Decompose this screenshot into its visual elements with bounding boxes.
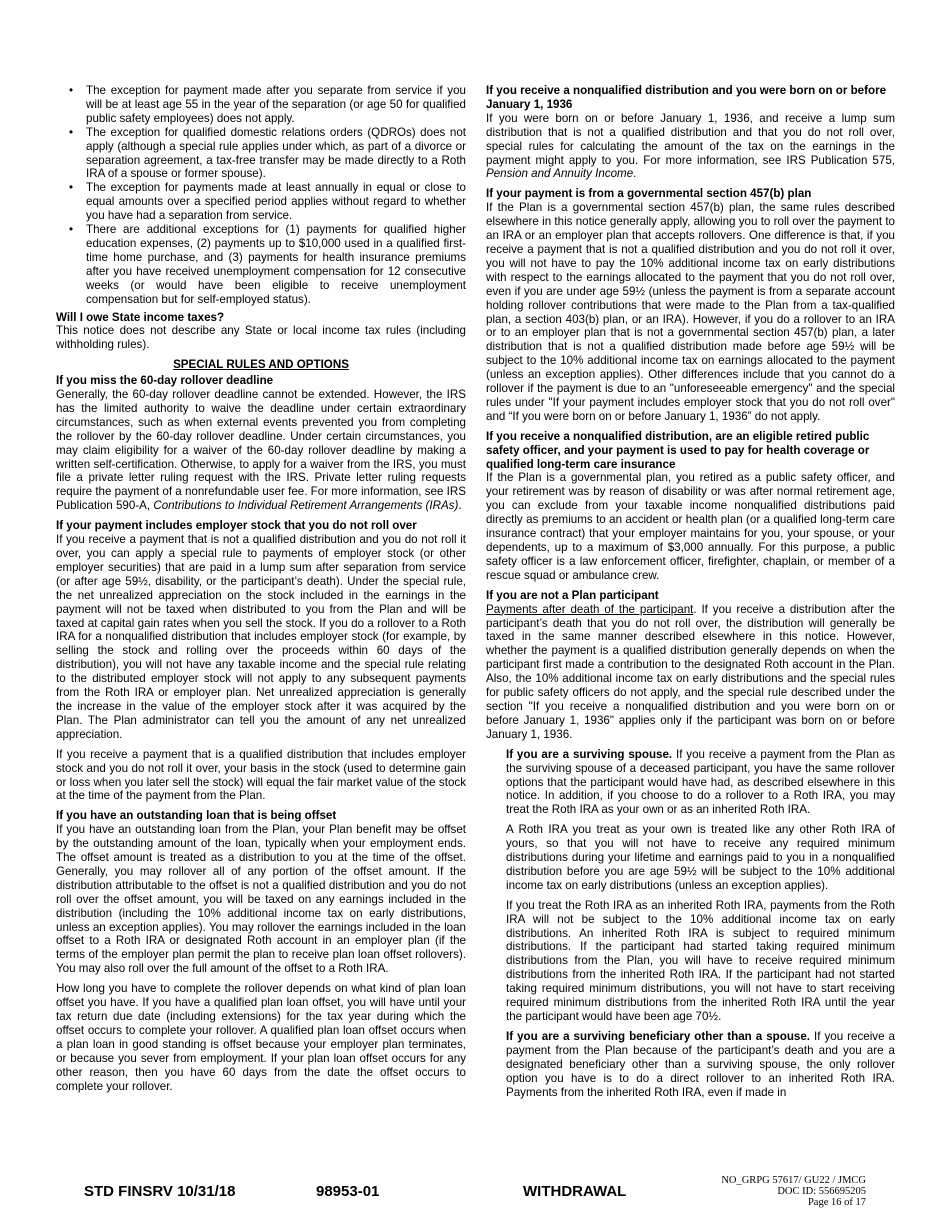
governmental-457b-text: If the Plan is a governmental section 457(b) plan, the same rules described elsewhere in this notice generally apply, allowing you to roll over the payment to an IRA or an employer plan that accepts rollovers. One difference is that, if you receive a payment that is not a qualified distribution and you do not roll it over, you will not have to pay the 10% additional income tax on early distributions with respect to the earnings allocated to the payment that you do not roll over, even if you are under age 59½ (unless the payment is from a separate account holding rollover contributions that were made to the Plan from a tax-qualified plan, a section 403(b) plan, or an IRA). However, if you do a rollover to an IRA or to an employer plan that is not a governmental section 457(b) plan, a later distribution that is not a qualified distribution made before age 59½ will be subject to the 10% additional income tax on earnings allocated to the payment (unless an exception applies). Other differences include that you cannot do a rollover if the payment is due to an "unforeseeable emergency" and the special rules under "If your payment includes employer stock that you do not roll over" and “If you were born on or before January 1, 1936” do not apply.	[486, 201, 895, 423]
loan-offset-text-2: How long you have to complete the rollover depends on what kind of plan loan offset you have. If you have a qualified plan loan offset, you will have until your tax return due date (including extensions) for the tax year during which the offset occurs to complete your rollover. A qualified plan loan offset occurs when a plan loan in good standing is offset because your employer plan terminates, or because you sever from employment. If your plan loan offset occurs for any other reason, then you have 60 days from the date the offset occurs to complete your rollover.	[56, 982, 466, 1093]
public-safety-text: If the Plan is a governmental plan, you retired as a public safety officer, and your retirement was by reason of disability or was after normal retirement age, you can exclude from your taxable income nonqualified distributions paid directly as premiums to an accident or health plan (or a qualified long-term care insurance contract) that your employer maintains for you, your spouse, or your dependents, up to a maximum of $3,000 annually. For this purpose, a public safety officer is a law enforcement officer, firefighter, chaplain, or member of a rescue squad or ambulance crew.	[486, 471, 895, 582]
state-tax-heading: Will I owe State income taxes?	[56, 310, 225, 324]
exception-bullet-list	[56, 84, 466, 307]
special-rules-title: SPECIAL RULES AND OPTIONS	[173, 358, 349, 372]
list-item: • There are additional exceptions for (1) payments for qualified higher education expenses, (2) payments up to $10,000 used in a qualified first-time home purchase, and (3) payments for health insurance premiums after you have received unemployment compensation for 12 consecutive weeks (or would have been eligible to receive unemployment compensation but for self-employed status).	[86, 223, 466, 306]
surviving-spouse-text: If you are a surviving spouse. If you receive a payment from the Plan as the surviving spouse of a deceased participant, you have the same rollover options that the participant would have had, as described elsewhere in this notice. In addition, if you choose to do a rollover to a Roth IRA, you may treat the Roth IRA as your own or as an inherited Roth IRA.	[506, 747, 895, 817]
employer-stock-heading: If your payment includes employer stock that you do not roll over	[56, 519, 417, 533]
non-spouse-beneficiary-text: If you are a surviving beneficiary other than a spouse. If you receive a payment from the Plan because of the participant’s death and you are a designated beneficiary other than a surviving spouse, the only rollover option you have is to do a direct rollover to an inherited Roth IRA. Payments from the inherited Roth IRA, even if made in	[506, 1029, 895, 1099]
not-participant-text: Payments after death of the participant. If you receive a distribution after the participant’s death that you do not roll over, the distribution will generally be taxed in the same manner described elsewhere in this notice. However, whether the payment is a qualified distribution generally depends on when the participant first made a contribution to the designated Roth account in the Plan. Also, the 10% additional income tax on early distributions and the special rules for public safety officers do not apply, and the special rule described under the section "If you receive a nonqualified distribution and you were born on or before January 1, 1936" applies only if the participant was born on or before January 1, 1936.	[486, 602, 895, 741]
governmental-457b-heading: If your payment is from a governmental section 457(b) plan	[486, 187, 812, 201]
list-item: • The exception for payment made after you separate from service if you will be at least age 55 in the year of the separation (or age 50 for qualified public safety employees) does not apply.	[86, 84, 466, 126]
footer-doc-info	[690, 1175, 866, 1208]
footer-form-type: WITHDRAWAL	[523, 1183, 627, 1200]
born-1936-text: If you were born on or before January 1, 1936, and receive a lump sum distribution that is not a qualified distribution and that you do not roll over, special rules for calculating the amount of the tax on the earnings in the payment might apply to you. For more information, see IRS Publication 575, Pension and Annuity Income.	[486, 111, 895, 181]
not-participant-heading: If you are not a Plan participant	[486, 588, 659, 602]
right-column	[486, 84, 895, 1105]
employer-stock-text: If you receive a payment that is not a qualified distribution and you do not roll it over, you can apply a special rule to payments of employer stock (or other employer securities) that are paid in a lump sum after separation from service (or after age 59½, disability, or the participant’s death). Under the special rule, the net unrealized appreciation on the stock included in the earnings in the payment will not be taxed when distributed to you from the Plan and will be taxed at capital gain rates when you sell the stock. If you do a rollover to a Roth IRA for a nonqualified distribution that includes employer stock (for example, by selling the stock and rolling over the proceeds within 60 days of the distribution), you will not have any taxable income and the special rule relating to the distributed employer stock will not apply to any subsequent payments from the Roth IRA or employer plan. Net unrealized appreciation is generally the increase in the value of the employer stock after it was acquired by the Plan. The Plan administrator can tell you the amount of any net unrealized appreciation.	[56, 533, 466, 741]
state-tax-text: This notice does not describe any State or local income tax rules (including withholding rules).	[56, 324, 466, 352]
footer-grpg: NO_GRPG 57617/ GU22 / JMCG	[721, 1175, 866, 1186]
footer-form-code: STD FINSRV 10/31/18	[84, 1183, 236, 1200]
missed-deadline-heading: If you miss the 60-day rollover deadline	[56, 374, 274, 388]
footer-doc-id: DOC ID: 556695205	[777, 1186, 866, 1197]
footer-form-number: 98953-01	[316, 1183, 380, 1200]
inherited-roth-ira-text: If you treat the Roth IRA as an inherited Roth IRA, payments from the Roth IRA will not be subject to the 10% additional income tax on early distributions. An inherited Roth IRA is subject to required minimum distributions. If the participant had started taking required minimum distributions from the Plan, you will have to receive required minimum distributions from the inherited Roth IRA. If the participant had not started taking required minimum distributions, you will not have to start receiving required minimum distributions from the inherited Roth IRA until the year the participant would have been age 70½.	[506, 898, 895, 1023]
own-roth-ira-text: A Roth IRA you treat as your own is treated like any other Roth IRA of yours, so that you will not have to receive any required minimum distributions during your lifetime and earnings paid to you in a nonqualified distribution before you are age 59½ will be subject to the 10% additional income tax on early distributions (unless an exception applies).	[506, 823, 895, 892]
missed-deadline-text: Generally, the 60-day rollover deadline cannot be extended. However, the IRS has the limited authority to waive the deadline under certain extraordinary circumstances, such as when external events prevented you from completing the rollover by the 60-day rollover deadline. Under certain circumstances, you may claim eligibility for a waiver of the 60-day rollover deadline by making a written self-certification. Otherwise, to apply for a waiver from the IRS, you must file a private letter ruling request with the IRS. Private letter ruling requests require the payment of a nonrefundable user fee. For more information, see IRS Publication 590-A, Contributions to Individual Retirement Arrangements (IRAs).	[56, 388, 466, 513]
loan-offset-heading: If you have an outstanding loan that is being offset	[56, 809, 337, 823]
employer-stock-text-2: If you receive a payment that is a qualified distribution that includes employer stock and you do not roll it over, your basis in the stock (used to determine gain or loss when you later sell the stock) will equal the fair market value of the stock at the time of the payment from the Plan.	[56, 747, 466, 803]
footer-page-number: Page 16 of 17	[807, 1197, 866, 1208]
loan-offset-text: If you have an outstanding loan from the Plan, your Plan benefit may be offset by the outstanding amount of the loan, typically when your employment ends. The offset amount is treated as a distribution to you at the time of the offset. Generally, you may rollover all of any portion of the offset amount. If the distribution attributable to the offset is not a qualified distribution and you do not roll over the offset amount, you will be taxed on any earnings included in the distribution (including the 10% additional income tax on early distributions, unless an exception applies). You may rollover the earnings included in the loan offset to a Roth IRA or designated Roth account in an employer plan (if the terms of the employer plan permit the plan to receive plan loan offset rollovers). You may also roll over the full amount of the offset to a Roth IRA.	[56, 823, 466, 976]
born-1936-heading: If you receive a nonqualified distribution and you were born on or before January 1, 1936	[486, 84, 887, 111]
list-item: • The exception for qualified domestic relations orders (QDROs) does not apply (although a special rule applies under which, as part of a divorce or separation agreement, a tax-free transfer may be made directly to a Roth IRA of a spouse or former spouse).	[86, 126, 466, 182]
list-item: • The exception for payments made at least annually in equal or close to equal amounts over a specified period applies without regard to whether you have had a separation from service.	[86, 181, 466, 223]
public-safety-heading: If you receive a nonqualified distribution, are an eligible retired public safety officer, and your payment is used to pay for health coverage or qualified long-term care insurance	[486, 429, 870, 471]
left-column	[56, 84, 466, 1099]
